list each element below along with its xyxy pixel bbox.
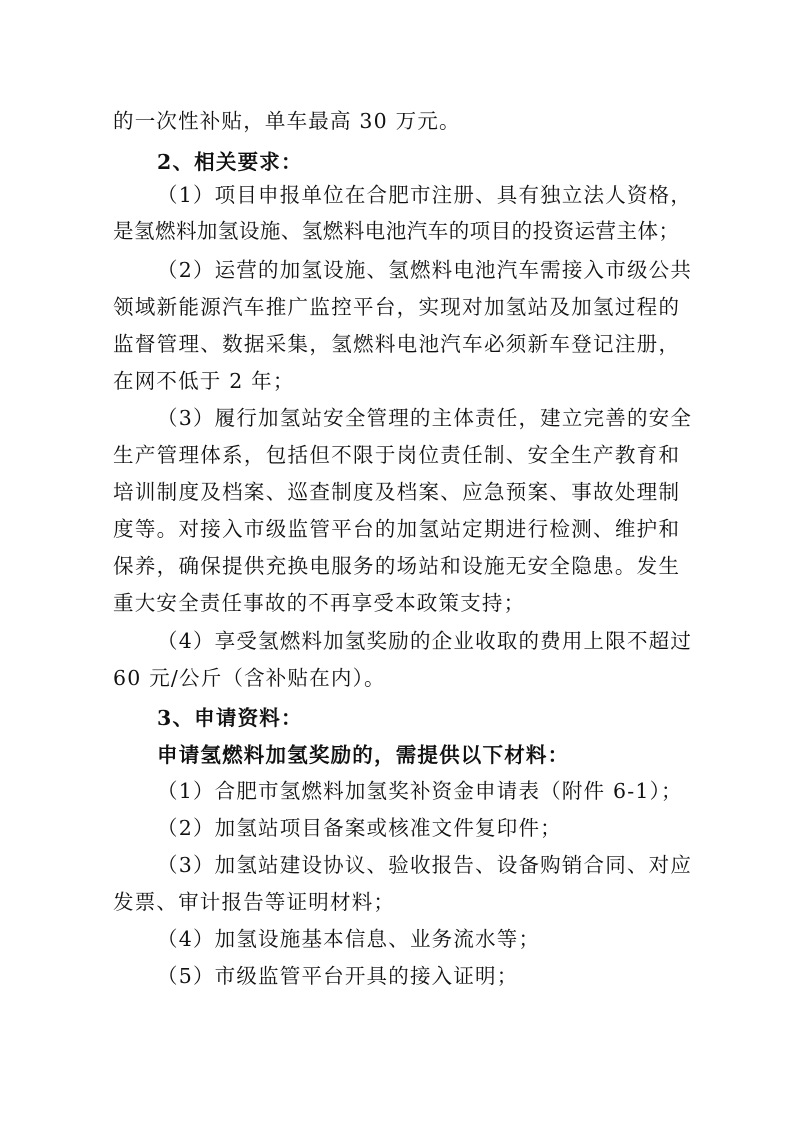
paragraph-line: （2）运营的加氢设施、氢燃料电池汽车需接入市级公共 [157, 258, 693, 282]
list-item: （4）加氢设施基本信息、业务流水等； [157, 927, 541, 951]
section-heading: 2、相关要求： [157, 150, 303, 174]
paragraph-line: （4）享受氢燃料加氢奖励的企业收取的费用上限不超过 [157, 629, 693, 653]
paragraph-line: 监督管理、数据采集，氢燃料电池汽车必须新车登记注册， [113, 332, 679, 356]
paragraph-line: 培训制度及档案、巡查制度及档案、应急预案、事故处理制 [113, 480, 679, 504]
paragraph-line: 是氢燃料加氢设施、氢燃料电池汽车的项目的投资运营主体； [113, 219, 679, 243]
subheading: 申请氢燃料加氢奖励的，需提供以下材料： [157, 743, 570, 767]
section-heading: 3、申请资料： [157, 706, 303, 730]
list-item: （2）加氢站项目备案或核准文件复印件； [157, 816, 562, 840]
paragraph-line: （3）履行加氢站安全管理的主体责任，建立完善的安全 [157, 406, 693, 430]
list-item: 发票、审计报告等证明材料； [113, 890, 396, 914]
paragraph-line: 生产管理体系，包括但不限于岗位责任制、安全生产教育和 [113, 443, 679, 467]
list-item: （5）市级监管平台开具的接入证明； [157, 964, 519, 988]
paragraph-line: 领域新能源汽车推广监控平台，实现对加氢站及加氢过程的 [113, 295, 679, 319]
list-item: （1）合肥市氢燃料加氢奖补资金申请表（附件 6-1）； [157, 779, 683, 803]
list-item: （3）加氢站建设协议、验收报告、设备购销合同、对应 [157, 853, 693, 877]
paragraph-line: 60 元/公斤（含补贴在内）。 [113, 666, 386, 690]
paragraph-line: （1）项目申报单位在合肥市注册、具有独立法人资格， [157, 183, 693, 207]
paragraph-line: 的一次性补贴，单车最高 30 万元。 [113, 109, 461, 133]
paragraph-line: 在网不低于 2 年； [113, 369, 295, 393]
paragraph-line: 保养，确保提供充换电服务的场站和设施无安全隐患。发生 [113, 554, 679, 578]
paragraph-line: 度等。对接入市级监管平台的加氢站定期进行检测、维护和 [113, 517, 679, 541]
paragraph-line: 重大安全责任事故的不再享受本政策支持； [113, 591, 526, 615]
